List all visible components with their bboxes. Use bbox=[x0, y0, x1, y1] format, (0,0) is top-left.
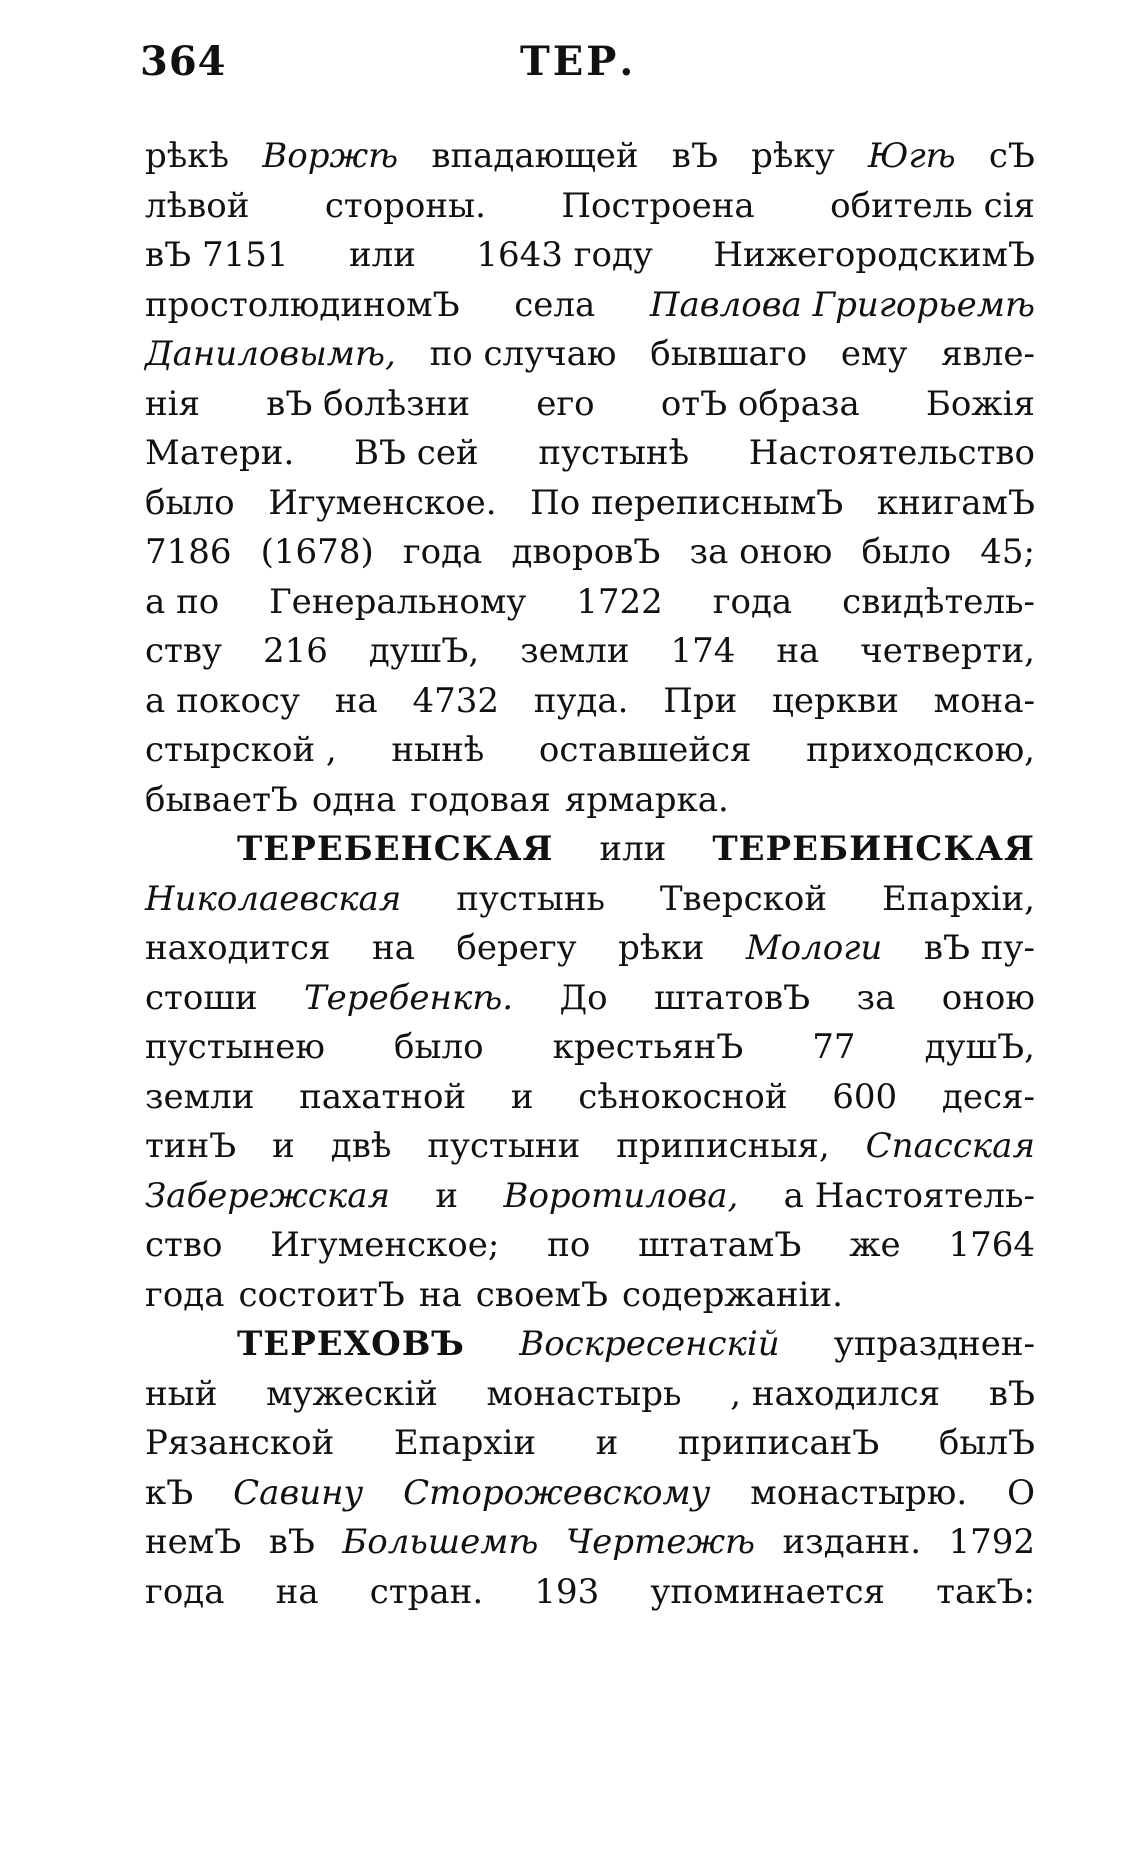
word: Матери. bbox=[145, 433, 295, 473]
word: приписныя, bbox=[616, 1126, 830, 1166]
word: пустынею bbox=[145, 1027, 325, 1067]
word: пустынь bbox=[456, 878, 605, 919]
word: на bbox=[776, 631, 820, 671]
word: бывшаго bbox=[650, 334, 808, 374]
word: земли bbox=[145, 1076, 255, 1117]
word: былЪ bbox=[938, 1423, 1035, 1463]
text-line bbox=[145, 380, 1035, 430]
text-line bbox=[145, 1568, 1035, 1618]
word: крестьянЪ bbox=[552, 1027, 744, 1067]
word: вЪ болѣзни bbox=[266, 383, 471, 424]
text-line bbox=[145, 1023, 1035, 1073]
italic-word: Чертежѣ bbox=[565, 1522, 756, 1562]
word: за оною bbox=[689, 532, 833, 572]
word: упоминается bbox=[650, 1571, 885, 1612]
word: штатамЪ bbox=[638, 1225, 802, 1265]
word: было bbox=[861, 532, 952, 572]
italic-word: Даниловымѣ, bbox=[145, 334, 396, 374]
word: сѣнокосной bbox=[578, 1076, 788, 1117]
word: пустыни bbox=[427, 1126, 581, 1166]
word: приписанЪ bbox=[677, 1423, 880, 1463]
word: по bbox=[547, 1225, 591, 1265]
word: немЪ bbox=[145, 1522, 242, 1562]
word: 45; bbox=[980, 532, 1035, 572]
word: года bbox=[145, 1571, 225, 1612]
word: вЪ пу- bbox=[923, 928, 1035, 968]
word: дворовЪ bbox=[511, 532, 661, 572]
word: тинЪ bbox=[145, 1126, 237, 1166]
italic-word: Воржѣ bbox=[262, 136, 399, 176]
text-line bbox=[145, 825, 1035, 875]
word: за bbox=[856, 977, 896, 1018]
word: О bbox=[1007, 1472, 1035, 1513]
word: ему bbox=[840, 334, 908, 374]
word: Построена bbox=[561, 185, 755, 226]
word: 1643 году bbox=[476, 235, 653, 275]
word: отЪ образа bbox=[660, 383, 860, 424]
word: состоитЪ bbox=[238, 1274, 405, 1315]
word: пахатной bbox=[299, 1076, 467, 1117]
word: и bbox=[435, 1175, 459, 1216]
word: изданн. bbox=[782, 1522, 922, 1562]
text-line bbox=[145, 974, 1035, 1024]
word: При bbox=[663, 680, 738, 721]
word: Епархіи bbox=[393, 1423, 537, 1463]
word: и bbox=[595, 1423, 619, 1463]
word: сЪ bbox=[988, 136, 1035, 176]
word: года bbox=[402, 532, 483, 572]
text-line bbox=[145, 776, 1035, 826]
text-line bbox=[145, 875, 1035, 925]
text-line bbox=[145, 726, 1035, 776]
text-line bbox=[145, 231, 1035, 281]
text-line bbox=[145, 132, 1035, 182]
text-line bbox=[145, 1221, 1035, 1271]
italic-word: Югѣ bbox=[867, 136, 956, 176]
text-line bbox=[145, 1518, 1035, 1568]
word: на bbox=[334, 680, 378, 721]
word: кЪ bbox=[145, 1472, 194, 1513]
word: По переписнымЪ bbox=[530, 482, 844, 523]
word: а покосу bbox=[145, 680, 300, 721]
word: пустынѣ bbox=[538, 433, 690, 473]
word: явле- bbox=[941, 334, 1035, 374]
word: приходскою, bbox=[806, 730, 1035, 770]
page-number: 364 bbox=[140, 38, 227, 85]
word: свидѣтель- bbox=[842, 581, 1035, 622]
entry-heading-word: ТЕРЕХОВЪ bbox=[237, 1324, 465, 1364]
running-head: ТЕР. bbox=[520, 38, 637, 85]
word: мужескій bbox=[266, 1373, 438, 1414]
word: было bbox=[394, 1027, 484, 1067]
italic-word: Николаевская bbox=[145, 878, 402, 919]
italic-word: Воротилова, bbox=[503, 1175, 739, 1216]
text-line bbox=[145, 330, 1035, 380]
text-line bbox=[145, 479, 1035, 529]
word: рѣки bbox=[618, 928, 705, 968]
word: мона- bbox=[933, 680, 1035, 721]
italic-word: Савину bbox=[233, 1472, 364, 1513]
word: обитель сія bbox=[830, 185, 1035, 226]
word: (1678) bbox=[260, 532, 374, 572]
word: 216 bbox=[262, 631, 328, 671]
word: вЪ 7151 bbox=[145, 235, 289, 275]
word: ярмарка. bbox=[564, 779, 729, 820]
text-line bbox=[145, 924, 1035, 974]
word: оставшейся bbox=[538, 730, 752, 770]
text-line bbox=[145, 1073, 1035, 1123]
word: 174 bbox=[670, 631, 736, 671]
word: четверти, bbox=[860, 631, 1035, 671]
text-line bbox=[145, 1419, 1035, 1469]
word: на bbox=[418, 1274, 462, 1315]
text-line bbox=[145, 578, 1035, 628]
word: а по bbox=[145, 581, 220, 622]
word: или bbox=[348, 235, 416, 275]
word: 4732 bbox=[412, 680, 499, 721]
word: годовая bbox=[410, 779, 551, 820]
word: оною bbox=[941, 977, 1035, 1018]
italic-word: Мологи bbox=[745, 928, 883, 968]
italic-word: Большемѣ bbox=[342, 1522, 539, 1562]
word: села bbox=[514, 284, 596, 325]
word: 7186 bbox=[145, 532, 232, 572]
word: земли bbox=[520, 631, 630, 671]
word: ный bbox=[145, 1373, 218, 1414]
word: Епархіи, bbox=[881, 878, 1035, 919]
word: рѣкѣ bbox=[145, 136, 230, 176]
word: До bbox=[559, 977, 608, 1018]
word: находится bbox=[145, 928, 331, 968]
word: и bbox=[272, 1126, 295, 1166]
word: ству bbox=[145, 631, 222, 671]
word: книгамЪ bbox=[876, 482, 1035, 523]
word: ВЪ сей bbox=[353, 433, 479, 473]
word: и bbox=[510, 1076, 534, 1117]
text-line bbox=[145, 627, 1035, 677]
word: 1792 bbox=[948, 1522, 1035, 1562]
word: церкви bbox=[772, 680, 899, 721]
word: впадающей bbox=[431, 136, 639, 176]
word: берегу bbox=[456, 928, 577, 968]
text-line bbox=[145, 1320, 1035, 1370]
word: на bbox=[275, 1571, 319, 1612]
word: по случаю bbox=[429, 334, 617, 374]
word: простолюдиномЪ bbox=[145, 284, 460, 325]
text-line bbox=[145, 182, 1035, 232]
word: упразднен- bbox=[833, 1324, 1035, 1364]
word: лѣвой bbox=[145, 185, 250, 226]
page-header bbox=[140, 38, 1000, 98]
word: стоши bbox=[145, 977, 258, 1018]
word: Игуменское; bbox=[270, 1225, 500, 1265]
word: Настоятельство bbox=[748, 433, 1035, 473]
word: 600 bbox=[832, 1076, 898, 1117]
text-line bbox=[145, 1469, 1035, 1519]
text-line bbox=[145, 1271, 1035, 1321]
word: его bbox=[536, 383, 595, 424]
text-line bbox=[145, 429, 1035, 479]
word: же bbox=[849, 1225, 901, 1265]
word: своемЪ bbox=[475, 1274, 608, 1315]
word: монастырю. bbox=[750, 1472, 968, 1513]
text-line bbox=[145, 1122, 1035, 1172]
word: года bbox=[145, 1274, 225, 1315]
word: одна bbox=[311, 779, 397, 820]
text-line bbox=[145, 1172, 1035, 1222]
word: штатовЪ bbox=[654, 977, 811, 1018]
word: пуда. bbox=[533, 680, 629, 721]
word: нынѣ bbox=[391, 730, 485, 770]
word: Игуменское. bbox=[268, 482, 497, 523]
word: стран. bbox=[369, 1571, 484, 1612]
text-line bbox=[145, 281, 1035, 331]
word: Рязанской bbox=[145, 1423, 335, 1463]
word: душЪ, bbox=[924, 1027, 1035, 1067]
word: бываетЪ bbox=[145, 779, 298, 820]
word: или bbox=[599, 829, 667, 869]
word: стырской , bbox=[145, 730, 337, 770]
word: Тверской bbox=[659, 878, 828, 919]
word: нія bbox=[145, 383, 200, 424]
word: ство bbox=[145, 1225, 223, 1265]
word: вЪ bbox=[988, 1373, 1035, 1414]
word: , находился bbox=[730, 1373, 941, 1414]
word: монастырь bbox=[486, 1373, 682, 1414]
entry-heading-word: ТЕРЕБИНСКАЯ bbox=[712, 829, 1035, 869]
word: стороны. bbox=[324, 185, 486, 226]
italic-word: Спасская bbox=[865, 1126, 1035, 1166]
word: двѣ bbox=[330, 1126, 392, 1166]
word: деся- bbox=[941, 1076, 1035, 1117]
word: НижегородскимЪ bbox=[713, 235, 1035, 275]
word: такЪ: bbox=[936, 1571, 1035, 1612]
text-line bbox=[145, 528, 1035, 578]
italic-word: Забережская bbox=[145, 1175, 390, 1216]
text-line bbox=[145, 677, 1035, 727]
word: было bbox=[145, 482, 235, 523]
word: вЪ bbox=[671, 136, 718, 176]
word: 77 bbox=[812, 1027, 856, 1067]
word: а Настоятель- bbox=[783, 1175, 1035, 1216]
entry-heading-word: ТЕРЕБЕНСКАЯ bbox=[237, 829, 554, 869]
word: Божія bbox=[925, 383, 1035, 424]
italic-word: Теребенкѣ. bbox=[304, 977, 514, 1018]
italic-word: Воскресенскій bbox=[519, 1324, 780, 1364]
word: года bbox=[712, 581, 793, 622]
body-text bbox=[145, 132, 1035, 1617]
word: вЪ bbox=[268, 1522, 315, 1562]
word: Генеральному bbox=[269, 581, 527, 622]
word: душЪ, bbox=[368, 631, 480, 671]
word: 1722 bbox=[576, 581, 663, 622]
italic-word: Павлова Григорьемѣ bbox=[649, 284, 1035, 325]
word: на bbox=[371, 928, 415, 968]
word: содержаніи. bbox=[622, 1274, 843, 1315]
text-line bbox=[145, 1370, 1035, 1420]
word: рѣку bbox=[751, 136, 835, 176]
italic-word: Сторожевскому bbox=[403, 1472, 711, 1513]
word: 1764 bbox=[948, 1225, 1035, 1265]
word: 193 bbox=[534, 1571, 600, 1612]
